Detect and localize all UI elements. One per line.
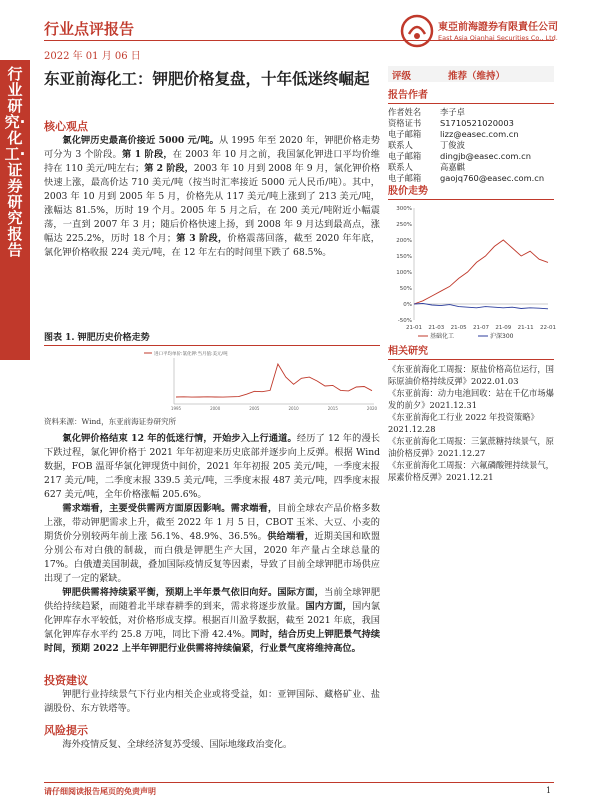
stock-x-tick: 22-01 [540, 325, 556, 331]
p3-text-a: 目前全球农产品价格多数上涨，带动钾肥需求上升，截至 2022 年 1 月 5 日，CBOT 玉米、大豆、小麦的期货价分别较两年前上涨 56.1%、48.9%、36.5%。 [44, 503, 381, 542]
page-number: 1 [546, 786, 552, 795]
chart-x-tick: 2010 [288, 406, 299, 411]
stock-x-tick: 21-03 [428, 325, 445, 331]
analyst-value: 高嘉麒 [440, 162, 465, 172]
analyst-key: 联系人 [388, 162, 413, 172]
analyst-row [388, 140, 554, 151]
body-paragraph-2 [44, 432, 380, 502]
stock-y-tick: 200% [396, 238, 412, 244]
logo-mark-icon [400, 14, 434, 48]
body-paragraph-4 [44, 586, 380, 656]
p4-text-a: 当前全球钾肥供给持续趋紧，而随着北半球春耕季的到来，需求将逐步放量。 [44, 587, 381, 612]
analyst-value: S1710521020003 [440, 118, 514, 128]
p3-text-b: 近期美国和欧盟分别公布对白俄的制裁，而白俄是钾肥生产大国，2020 年产量占全球总量的 17%。白俄遭美国制裁，叠加国际疫情反复等因素，导致了目前全球钾肥市场供应出现了一定的紧缺。 [44, 531, 381, 584]
stage2-label: 第 2 阶段， [144, 163, 194, 174]
page-title: 东亚前海化工：钾肥价格复盘，十年低迷终崛起 [44, 70, 370, 88]
analyst-row [388, 162, 554, 173]
body-paragraph-3 [44, 502, 380, 586]
stock-legend-chemical: 基础化工 [430, 333, 455, 340]
analyst-key: 联系人 [388, 140, 413, 150]
p3-supply-label: 供给端看， [267, 531, 315, 542]
company-logo [400, 14, 558, 54]
rating-label: 评级 [392, 71, 412, 82]
rating-value: 推荐（维持） [448, 71, 506, 82]
core-view-text-a: 从 1995 年至 2020 年，钾肥价格走势可分为 3 个阶段。 [44, 135, 380, 160]
p4-text-b: 国内氯化钾库存水平较低，对价格形成支撑。根据百川盈孚数据，截至 2021 年底，我国氯化钾库存水平约 25.8 万吨，同比下滑 42.4%。 [44, 601, 381, 640]
stock-x-tick: 21-05 [450, 325, 467, 331]
chart-x-tick: 2020 [366, 406, 378, 411]
related-report-link[interactable]: 《东亚前海：动力电池回收：站在千亿市场爆发的前夕》2021.12.31 [388, 388, 554, 410]
analyst-key: 电子邮箱 [388, 173, 422, 183]
report-date: 2022 年 01 月 06 日 [44, 51, 141, 62]
stage1-text: 在 2003 年 10 月之前，我国氯化钾进口平均价维持在 110 美元/吨左右； [44, 149, 380, 174]
stock-x-tick: 21-01 [406, 325, 422, 331]
p4-domestic-label: 国内方面， [305, 601, 353, 612]
related-report-link[interactable]: 《东亚前海化工行业 2022 年投资策略》2021.12.28 [388, 412, 539, 434]
rating-row [388, 66, 554, 82]
price-chart-svg [44, 346, 380, 412]
stage1-label: 第 1 阶段， [121, 149, 173, 160]
stock-y-tick: 300% [396, 206, 412, 212]
company-name-en: East Asia Qianhai Securities Co., Ltd. [438, 34, 558, 42]
related-report-link[interactable]: 《东亚前海化工周报：六氟磷酸锂持续景气，尿素价格反弹》2021.12.21 [388, 460, 554, 482]
chart-series-line [176, 364, 372, 397]
analyst-value[interactable]: gaojq760@easec.com.cn [440, 173, 545, 183]
price-chart [44, 346, 380, 412]
stock-series-chemical [414, 240, 548, 304]
analyst-row [388, 107, 554, 118]
core-view-lead: 氯化钾历史最高价接近 5000 元/吨。 [62, 135, 219, 146]
analyst-row [388, 118, 554, 129]
stock-y-tick: 0% [403, 302, 412, 308]
analyst-value: 丁俊波 [440, 140, 465, 150]
analyst-value: 李子卓 [440, 107, 465, 117]
chart-x-tick: 1995 [170, 406, 182, 411]
analyst-value[interactable]: dingjb@easec.com.cn [440, 151, 531, 161]
stock-chart-svg [388, 202, 554, 342]
footer-rule [44, 782, 554, 783]
stock-x-tick: 21-09 [495, 325, 512, 331]
stock-y-tick: 150% [396, 254, 412, 260]
stock-chart-block [388, 182, 554, 345]
stage3-label: 第 3 阶段， [176, 233, 228, 244]
analysts-heading: 报告作者 [388, 86, 554, 104]
p3-lead: 需求端看，主要受供需两方面原因影响。需求端看， [62, 503, 278, 514]
risk-heading: 风险提示 [44, 724, 88, 737]
analysts-block [388, 86, 554, 184]
figure-caption: 图表 1. 钾肥历史价格走势 [44, 330, 380, 346]
p4-lead: 钾肥供需将持续紧平衡，预期上半年景气依旧向好。国际方面， [62, 587, 325, 598]
p2-lead: 氯化钾价格结束 12 年的低迷行情，开始步入上行通道。 [62, 433, 297, 444]
chart-x-tick: 2005 [249, 406, 260, 411]
stock-y-tick: -50% [397, 318, 412, 324]
risk-text: 海外疫情反复、全球经济复苏受缓、国际地缘政治变化。 [62, 739, 293, 750]
analyst-value[interactable]: lizz@easec.com.cn [440, 129, 519, 139]
analyst-row [388, 129, 554, 140]
analyst-key: 资格证书 [388, 118, 422, 128]
stage3-text: 价格震荡回落，截至 2020 年年底，氯化钾价格收报 224 美元/吨，在 12 年左右的时间里下跌了 68.5%。 [44, 233, 380, 258]
core-view-paragraph [44, 134, 380, 260]
investment-text: 钾肥行业持续景气下行业内相关企业或将受益，如：亚钾国际、藏格矿业、盐湖股份、东方铁塔等。 [44, 689, 380, 714]
p2-text: 经历了 12 年的漫长下跌过程，氯化钾价格于 2021 年年初迎来历史底部并逐步向上反弹。根据 Wind 数据，FOB 温哥华氯化钾现货中间价，2021 年年初报 205 美元/吨，一季度末报 217 美元/吨，二季度末报 339.5 美元/吨，三季度末报 487 美元/吨，四季度末报 627 美元/吨，全年价格涨幅 205.6%。 [44, 433, 380, 500]
sidebar-band [0, 60, 30, 360]
related-block [388, 342, 554, 483]
footer-disclaimer: 请仔细阅读报告尾页的免责声明 [44, 786, 156, 796]
stock-y-tick: 50% [399, 286, 412, 292]
stock-x-tick: 21-07 [473, 325, 489, 331]
company-name: 東亞前海證券有限責任公司 [438, 22, 558, 33]
investment-heading: 投资建议 [44, 674, 88, 687]
related-report-link[interactable]: 《东亚前海化工周报：三氯蔗糖持续景气，原油价格反弹》2021.12.27 [388, 436, 554, 458]
stage2-text: 2003 年 10 月到 2008 年 9 月，氯化钾价格快速上涨，最高价达 710 美元/吨（按当时汇率接近 5000 元人民币/吨）。其中，2003 年 10 月到 2005 年 5 月，价格先从 117 美元/吨上涨到了 213 美元/吨，涨幅达 81.5%，历时 19 个月。2005 年 5 月之后，在 200 美元/吨附近小幅震荡，一直到 2007 年 3 月；随后价格快速上扬，到 2008 年 9 月达到最高点，涨幅达 225.2%，历时 18 个月； [44, 163, 380, 244]
figure-source: 资料来源：Wind，东亚前海证券研究所 [44, 417, 177, 426]
stock-chart-heading: 股价走势 [388, 182, 554, 200]
related-report-link[interactable]: 《东亚前海化工周报：原盐价格高位运行，国际原油价格持续反弹》2022.01.03 [388, 364, 554, 386]
stock-x-tick: 21-11 [517, 325, 534, 331]
related-heading: 相关研究 [388, 342, 554, 360]
analyst-row [388, 151, 554, 162]
stock-y-tick: 250% [396, 222, 412, 228]
core-view-heading: 核心观点 [44, 120, 88, 133]
analyst-key: 电子邮箱 [388, 151, 422, 161]
p4-conclusion: 同时，结合历史上钾肥景气持续时间，预期 2022 上半年钾肥行业供需将持续偏紧，行业景气度将维持高位。 [44, 629, 381, 654]
chart-x-tick: 2015 [327, 406, 338, 411]
stock-legend-hs300: 沪深300 [490, 333, 514, 340]
chart-x-tick: 2000 [210, 406, 221, 411]
sidebar-label: 行业研究·化工·证券研究报告 [4, 65, 26, 259]
stock-y-tick: 100% [396, 270, 412, 276]
analyst-key: 作者姓名 [388, 107, 422, 117]
analyst-key: 电子邮箱 [388, 129, 422, 139]
chart-legend: 进口平均单价:氯化钾:当月值:美元/吨 [154, 352, 228, 357]
report-type: 行业点评报告 [44, 20, 135, 38]
